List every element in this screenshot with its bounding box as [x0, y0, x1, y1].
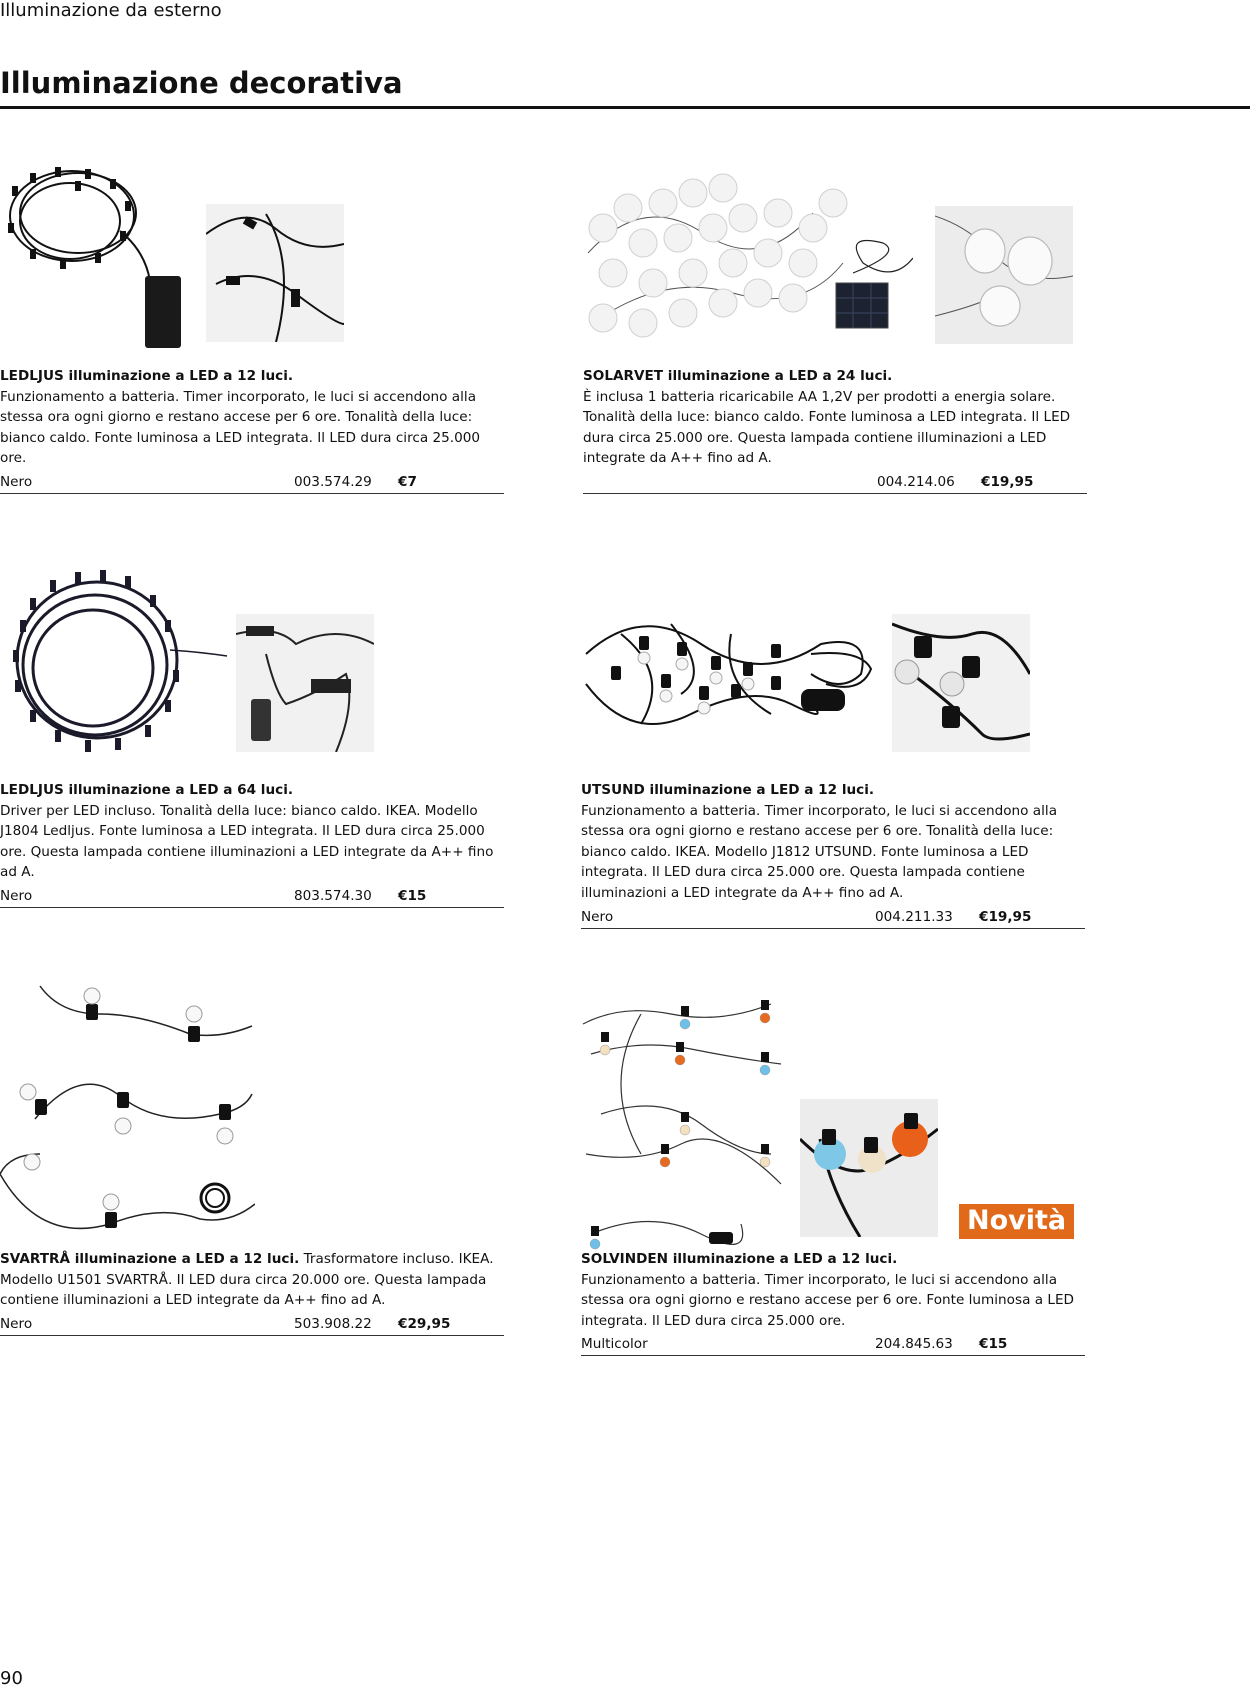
product-image-bulb-string	[581, 994, 791, 1259]
product-price: €19,95	[981, 473, 1034, 490]
product-description: Funzionamento a batteria. Timer incorporato, le luci si accendono alla stessa ora ogni giorno e restano accese per 6 ore. Tonalità della luce: bianco caldo. Fonte luminosa a LED integrata. Il LED dura circa 25.000 ore.	[0, 388, 481, 467]
product-image-lantern-detail	[935, 206, 1073, 344]
product-article-number: 003.574.29	[294, 473, 372, 490]
product-image-detail	[206, 204, 344, 342]
product-article-number: 503.908.22	[294, 1315, 372, 1332]
product-price: €15	[979, 1336, 1008, 1353]
product-name: UTSUND illuminazione a LED a 12 luci.	[581, 782, 875, 798]
product-price: €15	[398, 887, 427, 904]
product-name: SOLARVET illuminazione a LED a 24 luci.	[583, 368, 893, 384]
section-heading: Illuminazione da esterno	[0, 0, 222, 21]
product-article-number: 004.214.06	[877, 473, 955, 490]
product-description-block	[581, 1249, 1086, 1356]
product-info-row	[581, 906, 1085, 929]
product-image-detail	[236, 614, 374, 752]
product-card-ledljus-12	[0, 181, 505, 490]
product-card-ledljus-64	[0, 595, 505, 904]
product-info-row	[0, 885, 504, 908]
product-description: Funzionamento a batteria. Timer incorporato, le luci si accendono alla stessa ora ogni giorno e restano accese per 6 ore. Fonte luminosa a LED integrata. Il LED dura circa 25.000 ore.	[581, 1271, 1074, 1329]
title-divider	[0, 106, 1250, 109]
product-color: Nero	[0, 473, 33, 490]
product-article-number: 204.845.63	[875, 1336, 953, 1353]
product-price: €7	[398, 473, 417, 490]
product-info-row	[0, 1313, 504, 1336]
product-price: €29,95	[398, 1315, 451, 1332]
product-image-coil	[5, 560, 230, 755]
product-info-row	[0, 471, 504, 494]
product-name: LEDLJUS illuminazione a LED a 64 luci.	[0, 782, 294, 798]
product-name: SVARTRÅ illuminazione a LED a 12 luci.	[0, 1251, 300, 1267]
product-image-bulb-string	[581, 614, 881, 744]
product-color: Nero	[581, 908, 614, 925]
product-card-solvinden	[581, 1072, 1086, 1353]
product-description: Trasformatore incluso. IKEA. Modello U1501 SVARTRÅ. Il LED dura circa 20.000 ore. Questa lampada contiene illuminazioni a LED integrate da A++ fino ad A.	[0, 1251, 494, 1309]
product-image-coil	[0, 161, 185, 366]
product-color: Multicolor	[581, 1336, 648, 1353]
product-name: SOLVINDEN illuminazione a LED a 12 luci.	[581, 1251, 898, 1267]
product-card-svartra	[0, 1072, 505, 1332]
product-description-block	[581, 780, 1086, 929]
product-article-number: 803.574.30	[294, 887, 372, 904]
new-badge: Novità	[959, 1204, 1074, 1239]
product-description-block	[583, 366, 1088, 494]
product-article-number: 004.211.33	[875, 908, 953, 925]
product-description: Driver per LED incluso. Tonalità della luce: bianco caldo. IKEA. Modello J1804 Ledljus. Fonte luminosa a LED integrata. Il LED dura circa 25.000 ore. Questa lampada contiene illuminazioni a LED integrate da A++ fino ad A.	[0, 802, 494, 881]
product-image-bulb-detail	[800, 1099, 938, 1237]
product-name: LEDLJUS illuminazione a LED a 12 luci.	[0, 368, 294, 384]
page-title: Illuminazione decorativa	[0, 66, 403, 100]
product-description: È inclusa 1 batteria ricaricabile AA 1,2V per prodotti a energia solare. Tonalità della luce: bianco caldo. Fonte luminosa a LED integrata. Il LED dura circa 25.000 ore. Questa lampada contiene illuminazioni a LED integrate da A++ fino ad A.	[583, 388, 1071, 467]
product-color: Nero	[0, 887, 33, 904]
product-image-lanterns	[583, 173, 913, 348]
product-card-solarvet	[583, 181, 1088, 490]
product-info-row	[581, 1333, 1085, 1356]
page-number: 90	[0, 1668, 23, 1689]
product-description-block	[0, 1249, 505, 1336]
product-description-block	[0, 780, 505, 908]
product-info-row	[583, 471, 1087, 494]
product-card-utsund	[581, 595, 1086, 925]
product-description-block	[0, 366, 505, 494]
product-image-bulb-string	[0, 984, 255, 1254]
product-description: Funzionamento a batteria. Timer incorporato, le luci si accendono alla stessa ora ogni giorno e restano accese per 6 ore. Tonalità della luce: bianco caldo. IKEA. Modello J1812 UTSUND. Fonte luminosa a LED integrata. Il LED dura circa 25.000 ore. Questa lampada contiene illuminazioni a LED integrate da A++ fino ad A.	[581, 802, 1058, 901]
product-color: Nero	[0, 1315, 33, 1332]
product-price: €19,95	[979, 908, 1032, 925]
product-image-bulb-detail	[892, 614, 1030, 752]
